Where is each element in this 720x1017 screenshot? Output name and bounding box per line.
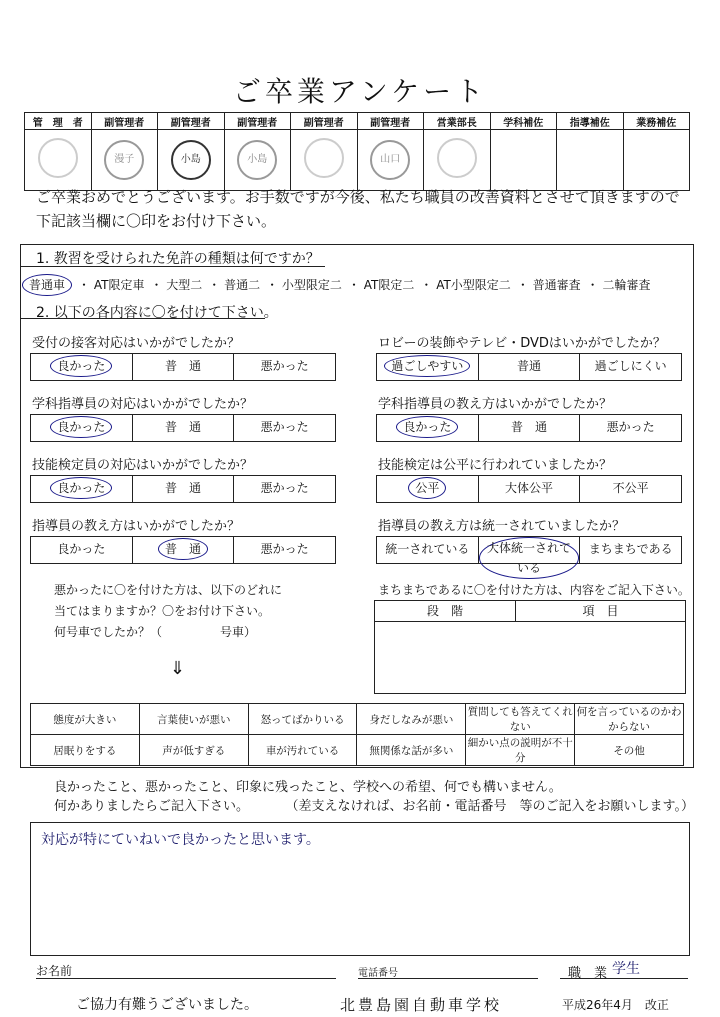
stamp-cell [623, 130, 690, 191]
answer-option[interactable] [377, 537, 478, 563]
question-label: 技能検定は公平に行われていましたか？ [378, 458, 613, 473]
comments-line-2: 何かありましたらご記入下さい。 [54, 799, 250, 814]
license-option[interactable]: ・ 小型限定二 [266, 278, 342, 292]
answer-option-label: 普 通 [158, 538, 208, 560]
answer-option[interactable] [233, 537, 335, 563]
bad-note-line-2: 当てはまりますか？〇をお付け下さい。 [54, 604, 271, 618]
answer-options [30, 414, 336, 442]
stamp-cell [291, 130, 358, 191]
answer-option[interactable] [478, 354, 580, 380]
license-option[interactable]: 普通車 [22, 274, 72, 296]
question-label: 学科指導員の教え方はいかがでしたか？ [378, 397, 613, 412]
varied-detail-box[interactable] [374, 600, 686, 694]
answer-option[interactable] [478, 476, 580, 502]
answer-options [376, 475, 682, 503]
answer-option[interactable] [478, 537, 580, 575]
stage-header: 段 階 [375, 601, 516, 621]
reason-option[interactable]: 態度が大きい [31, 704, 140, 735]
seal-stamp [437, 138, 477, 178]
comments-line-2b: （差支えなければ、お名前・電話番号 等のご記入をお願いします。） [285, 799, 694, 814]
answer-option[interactable] [31, 415, 132, 441]
answer-option[interactable] [132, 354, 234, 380]
reason-option[interactable]: 声が低すぎる [139, 735, 248, 766]
down-arrow-icon: ⇓ [170, 658, 186, 679]
answer-option[interactable] [132, 415, 234, 441]
answer-options [30, 475, 336, 503]
answer-options [30, 536, 336, 564]
stamp-cell [490, 130, 557, 191]
seal-stamp: 小島 [171, 140, 211, 180]
item-header: 項 目 [582, 604, 619, 618]
license-option[interactable]: ・ 二輪審査 [586, 278, 651, 292]
answer-option[interactable] [377, 476, 478, 502]
comments-line-1: 良かったこと、悪かったこと、印象に残ったこと、学校への希望、何でも構いません。 [54, 780, 562, 795]
seal-stamp: 漫子 [104, 140, 144, 180]
answer-options [376, 353, 682, 381]
seal-stamp [38, 138, 78, 178]
answer-option[interactable] [579, 354, 681, 380]
question-label: 受付の接客対応はいかがでしたか？ [32, 336, 241, 351]
answer-option-label: 悪かった [260, 420, 309, 434]
stamp-cell [25, 130, 92, 191]
stamp-cell [158, 130, 225, 191]
varied-note: まちまちであるに〇を付けた方は、内容をご記入下さい。 [378, 583, 690, 597]
answer-option-label: 普 通 [165, 359, 202, 373]
stamp-header: 副管理者 [91, 113, 158, 130]
job-value: 学生 [612, 961, 640, 977]
license-option[interactable]: ・ AT限定車 [78, 278, 145, 292]
answer-option[interactable] [233, 354, 335, 380]
intro-line-1: ご卒業おめでとうございます。お手数ですが今後、私たち職員の改善資料とさせて頂きますので [36, 188, 680, 206]
answer-options [376, 536, 682, 575]
intro-line-2: 下記該当欄に〇印をお付け下さい。 [36, 212, 277, 230]
stamp-header: 副管理者 [224, 113, 291, 130]
stamp-cell [91, 130, 158, 191]
answer-option[interactable] [233, 476, 335, 502]
answer-option-label: 悪かった [260, 542, 309, 556]
reason-option[interactable]: 居眠りをする [31, 735, 140, 766]
answer-option-label: 公平 [408, 477, 446, 499]
question-label: 技能検定員の対応はいかがでしたか？ [32, 458, 254, 473]
q2-underline [20, 318, 265, 319]
reason-option[interactable]: 細かい点の説明が不十分 [466, 735, 575, 766]
answer-option[interactable] [132, 476, 234, 502]
answer-option-label: 普 通 [511, 420, 548, 434]
comments-box[interactable] [30, 822, 690, 956]
stamp-cell [424, 130, 491, 191]
phone-field[interactable] [358, 978, 538, 979]
answer-option[interactable] [478, 415, 580, 441]
answer-option[interactable] [31, 476, 132, 502]
phone-label: 電話番号 [358, 968, 398, 979]
answer-option[interactable] [31, 354, 132, 380]
license-option[interactable]: ・ 普通審査 [516, 278, 581, 292]
bad-note [54, 580, 282, 643]
stamp-header: 副管理者 [158, 113, 225, 130]
answer-option[interactable] [579, 476, 681, 502]
answer-option[interactable] [579, 415, 681, 441]
reason-option[interactable]: 怒ってばかりいる [248, 704, 357, 735]
seal-stamp: 山口 [370, 140, 410, 180]
reason-option[interactable]: 身だしなみが悪い [357, 704, 466, 735]
answer-option-label: 普 通 [165, 420, 202, 434]
stamp-header: 指導補佐 [557, 113, 624, 130]
answer-option-label: 良かった [57, 542, 106, 556]
answer-option-label: 統一されている [385, 542, 470, 556]
answer-option-label: 良かった [50, 416, 112, 438]
answer-option-label: 良かった [50, 477, 112, 499]
license-option[interactable]: ・ 大型二 [150, 278, 203, 292]
answer-option[interactable] [233, 415, 335, 441]
question-label: ロビーの装飾やテレビ・DVDはいかがでしたか？ [378, 336, 666, 351]
school-name: 北豊島園自動車学校 [340, 996, 503, 1014]
license-option[interactable]: ・ 普通二 [208, 278, 261, 292]
stamp-header: 副管理者 [291, 113, 358, 130]
approval-stamp-table [24, 112, 690, 191]
reason-option[interactable]: 言葉使いが悪い [139, 704, 248, 735]
reason-option[interactable]: 何を言っているのかわからない [575, 704, 684, 735]
intro-text [36, 185, 696, 233]
question-label: 学科指導員の対応はいかがでしたか？ [32, 397, 254, 412]
reason-option[interactable]: 質問しても答えてくれない [466, 704, 575, 735]
answer-option-label: 悪かった [260, 481, 309, 495]
answer-option-label: 過ごしやすい [384, 355, 470, 377]
answer-option-label: 大体統一されている [479, 537, 580, 579]
comments-prompt [54, 778, 694, 816]
car-number-label: 何号車でしたか？（ [54, 625, 163, 639]
answer-option-label: 良かった [396, 416, 458, 438]
stamp-cell [557, 130, 624, 191]
stamp-cell [224, 130, 291, 191]
bad-note-line-1: 悪かったに〇を付けた方は、以下のどれに [54, 583, 283, 597]
answer-option-label: 不公平 [612, 481, 649, 495]
answer-options [376, 414, 682, 442]
stamp-header: 学科補佐 [490, 113, 557, 130]
revision-date: 平成26年4月 改正 [562, 998, 669, 1012]
answer-option-label: 良かった [50, 355, 112, 377]
seal-stamp [304, 138, 344, 178]
answer-option-label: 普 通 [165, 481, 202, 495]
stamp-header: 業務補佐 [623, 113, 690, 130]
answer-option[interactable] [377, 354, 478, 380]
answer-option-label: 過ごしにくい [594, 359, 667, 373]
reasons-grid [30, 703, 684, 766]
stamp-header: 副管理者 [357, 113, 424, 130]
answer-option[interactable] [132, 537, 234, 563]
car-number-suffix: 号車） [220, 625, 257, 639]
reason-option[interactable]: 車が汚れている [248, 735, 357, 766]
question-label: 指導員の教え方はいかがでしたか？ [32, 519, 241, 534]
reason-option[interactable]: 無関係な話が多い [357, 735, 466, 766]
stamp-header: 管 理 者 [25, 113, 92, 130]
answer-option-label: 悪かった [260, 359, 309, 373]
license-options [22, 274, 656, 296]
job-label: 職 業 [568, 966, 608, 981]
answer-option[interactable] [579, 537, 681, 563]
reason-option[interactable]: その他 [575, 735, 684, 766]
answer-options [30, 353, 336, 381]
answer-option[interactable] [377, 415, 478, 441]
stamp-cell [357, 130, 424, 191]
name-field[interactable] [36, 978, 336, 979]
name-label: お名前 [36, 964, 73, 978]
answer-option[interactable] [31, 537, 132, 563]
stamp-header: 営業部長 [424, 113, 491, 130]
answer-option-label: まちまちである [588, 542, 673, 556]
q1-underline [20, 266, 325, 267]
q2-heading: 2. 以下の各内容に〇を付けて下さい。 [36, 305, 278, 321]
handwritten-comment: 対応が特にていねいで良かったと思います。 [41, 832, 320, 848]
page-title: ご卒業アンケート [232, 75, 488, 108]
license-option[interactable]: ・ AT小型限定二 [420, 278, 511, 292]
answer-option-label: 大体公平 [505, 481, 554, 495]
question-label: 指導員の教え方は統一されていましたか？ [378, 519, 626, 534]
q1-heading: 1. 教習を受けられた免許の種類は何ですか？ [36, 251, 320, 267]
thanks-text: ご協力有難うございました。 [76, 997, 258, 1013]
answer-option-label: 普通 [517, 359, 542, 373]
answer-option-label: 悪かった [606, 420, 655, 434]
seal-stamp: 小島 [237, 140, 277, 180]
job-field[interactable] [560, 978, 688, 979]
license-option[interactable]: ・ AT限定二 [347, 278, 415, 292]
